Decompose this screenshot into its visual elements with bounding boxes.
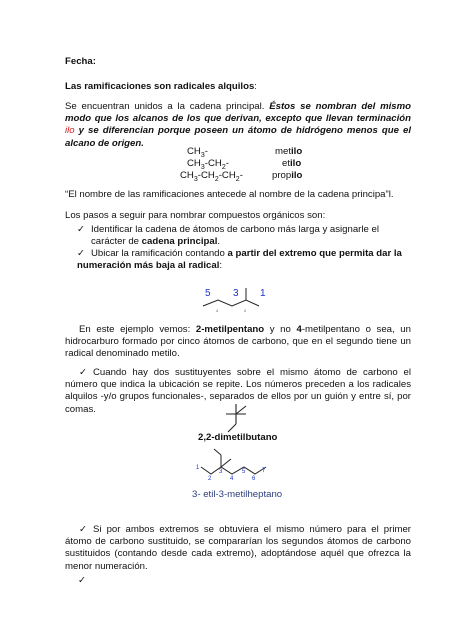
- radical-suffix: ilo: [290, 158, 302, 169]
- formula-text: CH: [187, 158, 201, 169]
- radical-suffix: ilo: [291, 170, 303, 181]
- mol3-number: 5: [242, 469, 246, 475]
- mol1-number-3: 3: [233, 288, 239, 299]
- mol1-number-5: 5: [205, 288, 211, 299]
- radical-root: et: [282, 158, 291, 169]
- checkmark-icon: ✓: [79, 367, 88, 378]
- step-1-text-cont: carácter de: [91, 236, 139, 248]
- example-bold-name: 2-metilpentano: [195, 324, 265, 335]
- fecha-label: Fecha:: [65, 56, 96, 67]
- mol1-small-4: 4: [216, 308, 219, 313]
- step-2-bold-cont: numeración más baja al radical: [77, 260, 220, 272]
- example-text: y no: [269, 324, 291, 335]
- formula-text: -: [239, 170, 243, 181]
- intro-red-suffix: ilo: [65, 125, 75, 137]
- example-text: -metilpentano o sea, un hidrocarburo formado por cinco átomos de carbono, que en el segundo tiene un radical denominado metilo.: [65, 324, 411, 360]
- formula-subscript: 3: [200, 163, 205, 171]
- radical-root: prop: [272, 170, 292, 181]
- mol3-number: 7: [262, 468, 266, 474]
- radical-root: met: [275, 146, 291, 157]
- formula-text: -: [204, 146, 208, 157]
- compound-3-name: 3- etil-3-metilheptano: [192, 489, 283, 500]
- formula-subscript: 3: [193, 175, 198, 183]
- formula-text: -CH: [197, 170, 215, 181]
- rule-3-text: Si por ambos extremos se obtuviera el mismo número para el primer átomo de carbono sustituido, se compararían los segundos átomos de carbono sustituidos (contando desde cada extremo), adoptándose aquél que ofrezca la menor numeración.: [65, 524, 411, 572]
- step-2-bold: a partir del extremo que permita dar la: [227, 248, 402, 259]
- formula-subscript: 2: [235, 175, 240, 183]
- formula-subscript: 2: [221, 163, 226, 171]
- heading-text: Las ramificaciones son radicales alquilos: [65, 81, 255, 92]
- ethyl-bond-2: [214, 449, 221, 455]
- mol3-number: 6: [252, 476, 256, 482]
- formula-text: -CH: [204, 158, 222, 169]
- intro-italic-b: y se diferencian porque poseen un átomo de hidrógeno menos que el alcano de origen.: [65, 125, 411, 149]
- formula-subscript: 2: [214, 175, 219, 183]
- checkmark-icon: ✓: [79, 524, 88, 535]
- step-1-text: Identificar la cadena de átomos de carbono más larga y asignarle el: [91, 224, 379, 235]
- molecule-3-bonds: [201, 449, 266, 474]
- step-1-bold: cadena principal: [141, 236, 218, 248]
- mol1-small-2: 2: [244, 308, 247, 313]
- mol3-number: 1: [196, 465, 200, 471]
- formula-subscript: 3: [200, 151, 205, 159]
- trailing-checkmark-icon: ✓: [78, 575, 87, 586]
- radical-suffix: ilo: [291, 146, 303, 157]
- methyl-branch: [221, 459, 231, 467]
- checkmark-icon: ✓: [77, 224, 86, 235]
- mol1-number-1: 1: [260, 288, 266, 299]
- rule-3-paragraph: [65, 524, 411, 573]
- mol3-number: 2: [208, 476, 212, 482]
- mol3-number: 3: [219, 469, 223, 475]
- example-bold-number: 4: [296, 324, 302, 335]
- intro-plain: Se encuentran unidos a la cadena principal.: [65, 101, 265, 112]
- main-chain: [201, 467, 266, 474]
- formula-text: CH: [187, 146, 201, 157]
- intro-italic-a: Éstos se nombran del mismo modo que los alcanos de los que derivan, excepto que llevan terminación: [65, 101, 411, 125]
- mol3-number: 4: [230, 476, 234, 482]
- step-2-end: :: [219, 260, 223, 272]
- step-2-text: Ubicar la ramificación contando: [91, 248, 225, 259]
- formula-text: CH: [180, 170, 194, 181]
- formula-text: -: [225, 158, 229, 169]
- steps-intro: Los pasos a seguir para nombrar compuestos orgánicos son:: [65, 210, 326, 221]
- step-1-end: .: [217, 236, 221, 248]
- example-text: En este ejemplo vemos:: [79, 324, 191, 335]
- heading-colon: :: [254, 81, 257, 92]
- quote-text: “El nombre de las ramificaciones antecede al nombre de la cadena principa”l.: [65, 189, 394, 200]
- rule-2-text: Cuando hay dos sustituyentes sobre el mismo átomo de carbono el número que indica la ubicación se repite. Los números preceden a los radicales alquilos -y/o grupos funcionales-, separados de ellos por un guión y entre sí, por comas.: [65, 367, 411, 415]
- formula-text: -CH: [218, 170, 236, 181]
- checkmark-icon: ✓: [77, 248, 86, 259]
- compound-2-name: 2,2-dimetilbutano: [198, 432, 278, 443]
